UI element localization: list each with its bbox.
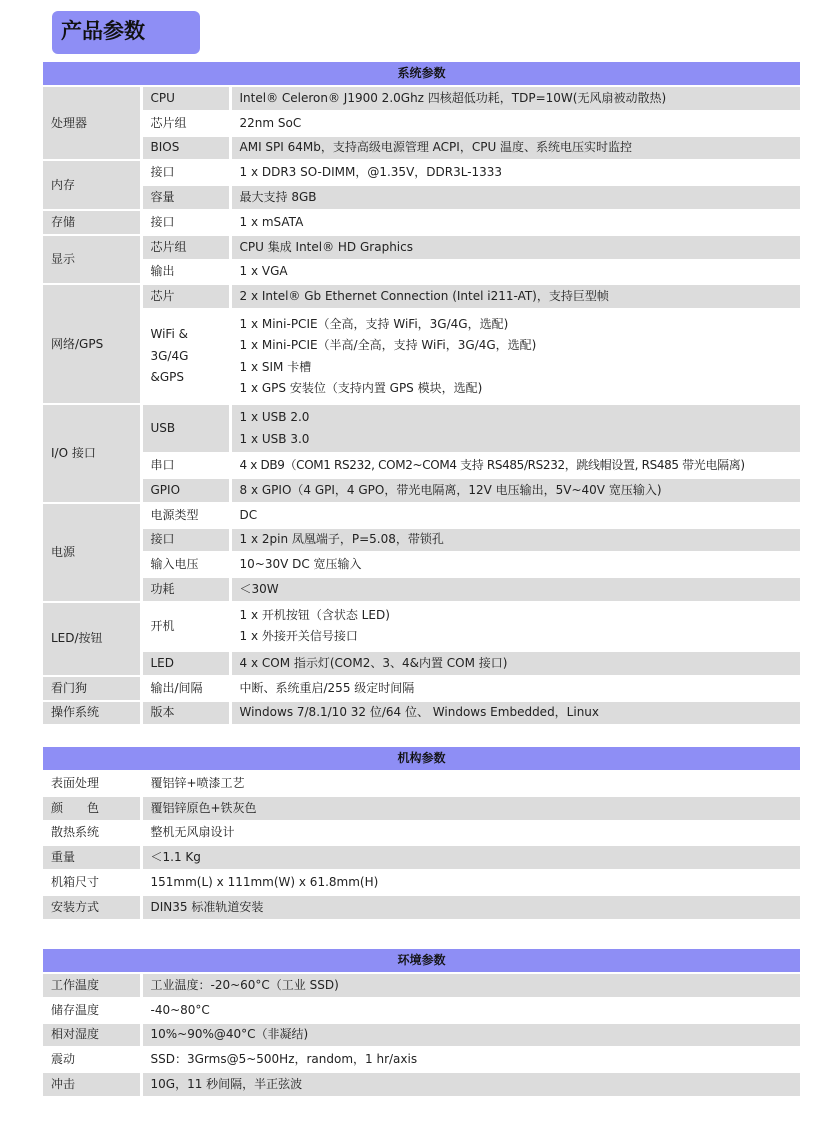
row-label: 3G/4G: [150, 348, 189, 363]
system-spec-header: 系统参数: [43, 62, 800, 86]
row-label: 接口: [141, 210, 230, 235]
row-label: 冲击: [43, 1072, 141, 1097]
group-io: I/O 接口: [43, 404, 141, 503]
row-label: 芯片组: [141, 111, 230, 136]
row-value: 10%~90%@40°C（非凝结): [141, 1023, 800, 1048]
row-label: 重量: [43, 845, 141, 870]
table-row: [43, 676, 800, 701]
group-memory: 内存: [43, 160, 141, 210]
row-label: 工作温度: [43, 973, 141, 998]
row-value: 22nm SoC: [230, 111, 800, 136]
table-row: [43, 235, 800, 260]
table-row: [43, 528, 800, 553]
row-value: 151mm(L) x 111mm(W) x 61.8mm(H): [141, 870, 800, 895]
group-processor: 处理器: [43, 86, 141, 160]
table-row: [43, 845, 800, 870]
row-value-wifi: [230, 309, 800, 404]
row-label: 储存温度: [43, 998, 141, 1023]
table-row: [43, 86, 800, 111]
row-label: 功耗: [141, 577, 230, 602]
table-row: [43, 453, 800, 478]
row-value: 最大支持 8GB: [230, 185, 800, 210]
table-row: [43, 552, 800, 577]
row-value-line: 1 x USB 3.0: [239, 431, 310, 446]
table-row: [43, 111, 800, 136]
row-value: 工业温度：-20~60°C（工业 SSD): [141, 973, 800, 998]
row-value: Intel® Celeron® J1900 2.0Ghz 四核超低功耗，TDP=10W(无风扇被动散热): [230, 86, 800, 111]
environment-spec-header-row: [43, 949, 800, 973]
row-label: 颜 色: [43, 796, 141, 821]
row-value: SSD：3Grms@5~500Hz，random，1 hr/axis: [141, 1047, 800, 1072]
table-row: [43, 160, 800, 185]
row-label: 表面处理: [43, 771, 141, 796]
group-led: LED/按钮: [43, 602, 141, 676]
row-value-line: 1 x GPS 安装位（支持内置 GPS 模块，选配): [239, 381, 483, 396]
row-label: 输入电压: [141, 552, 230, 577]
row-value-line: 1 x Mini-PCIE（半高/全高，支持 WiFi，3G/4G，选配): [239, 338, 537, 353]
table-row: [43, 1047, 800, 1072]
row-value: 中断、系统重启/255 级定时间隔: [230, 676, 800, 701]
row-value: Windows 7/8.1/10 32 位/64 位、 Windows Embedded，Linux: [230, 701, 800, 726]
row-label: 串口: [141, 453, 230, 478]
group-watchdog: 看门狗: [43, 676, 141, 701]
table-row: [43, 771, 800, 796]
table-row: [43, 503, 800, 528]
row-value: ＜30W: [230, 577, 800, 602]
row-label: CPU: [141, 86, 230, 111]
row-value: CPU 集成 Intel® HD Graphics: [230, 235, 800, 260]
mechanical-spec-table: [43, 747, 800, 921]
row-label: WiFi &: [150, 327, 188, 342]
group-storage: 存储: [43, 210, 141, 235]
row-value-line: 1 x 开机按钮（含状态 LED): [239, 607, 390, 622]
page-title: 产品参数: [52, 11, 200, 54]
row-label: 机箱尺寸: [43, 870, 141, 895]
row-value: ＜1.1 Kg: [141, 845, 800, 870]
row-label: 开机: [141, 602, 230, 651]
table-row: [43, 260, 800, 285]
table-row: [43, 651, 800, 676]
row-value-line: 1 x SIM 卡槽: [239, 359, 312, 374]
row-value: 4 x COM 指示灯(COM2、3、4&内置 COM 接口): [230, 651, 800, 676]
row-value: DIN35 标准轨道安装: [141, 895, 800, 920]
table-row: [43, 973, 800, 998]
table-row: [43, 796, 800, 821]
row-label: 输出/间隔: [141, 676, 230, 701]
row-label: 容量: [141, 185, 230, 210]
system-spec-table: [43, 62, 800, 726]
row-label: 电源类型: [141, 503, 230, 528]
row-value: 10G，11 秒间隔，半正弦波: [141, 1072, 800, 1097]
row-value-power-button: [230, 602, 800, 651]
environment-spec-header: 环境参数: [43, 949, 800, 973]
table-row: [43, 1023, 800, 1048]
mechanical-spec-header-row: [43, 747, 800, 771]
row-label: 芯片: [141, 284, 230, 309]
environment-spec-table: [43, 949, 800, 1098]
row-label: &GPS: [150, 370, 185, 385]
table-row: [43, 210, 800, 235]
row-label: 输出: [141, 260, 230, 285]
mechanical-spec-header: 机构参数: [43, 747, 800, 771]
row-label: 芯片组: [141, 235, 230, 260]
table-row: [43, 870, 800, 895]
group-os: 操作系统: [43, 701, 141, 726]
row-value: AMI SPI 64Mb，支持高级电源管理 ACPI，CPU 温度、系统电压实时监控: [230, 136, 800, 161]
table-row: [43, 821, 800, 846]
row-value: 覆铝锌+喷漆工艺: [141, 771, 800, 796]
table-row: [43, 1072, 800, 1097]
group-network: 网络/GPS: [43, 284, 141, 404]
table-row: [43, 701, 800, 726]
table-row: [43, 309, 800, 404]
table-row: [43, 136, 800, 161]
row-label: LED: [141, 651, 230, 676]
row-label: 版本: [141, 701, 230, 726]
row-label: 震动: [43, 1047, 141, 1072]
row-label: 相对湿度: [43, 1023, 141, 1048]
table-row: [43, 284, 800, 309]
system-spec-header-row: [43, 62, 800, 86]
row-label: BIOS: [141, 136, 230, 161]
table-row: [43, 602, 800, 651]
row-value: DC: [230, 503, 800, 528]
row-value-line: 1 x 外接开关信号接口: [239, 629, 358, 644]
row-label: 接口: [141, 528, 230, 553]
row-value: 4 x DB9（COM1 RS232, COM2~COM4 支持 RS485/RS232，跳线帽设置, RS485 带光电隔离): [230, 453, 800, 478]
row-value-line: 1 x USB 2.0: [239, 410, 310, 425]
row-label: USB: [141, 404, 230, 453]
row-label: 散热系统: [43, 821, 141, 846]
row-value: 1 x 2pin 凤凰端子，P=5.08，带锁孔: [230, 528, 800, 553]
row-label: GPIO: [141, 478, 230, 503]
row-value: 覆铝锌原色+铁灰色: [141, 796, 800, 821]
row-value-usb: [230, 404, 800, 453]
group-display: 显示: [43, 235, 141, 285]
row-label: 接口: [141, 160, 230, 185]
row-value: 8 x GPIO（4 GPI，4 GPO，带光电隔离，12V 电压输出，5V~40V 宽压输入): [230, 478, 800, 503]
row-value: 10~30V DC 宽压输入: [230, 552, 800, 577]
table-row: [43, 998, 800, 1023]
row-label: 安装方式: [43, 895, 141, 920]
table-row: [43, 577, 800, 602]
group-power: 电源: [43, 503, 141, 602]
table-row: [43, 185, 800, 210]
row-value: 1 x mSATA: [230, 210, 800, 235]
table-row: [43, 404, 800, 453]
row-value: 2 x Intel® Gb Ethernet Connection (Intel i211-AT)，支持巨型帧: [230, 284, 800, 309]
row-value: -40~80°C: [141, 998, 800, 1023]
row-value: 1 x VGA: [230, 260, 800, 285]
row-label-wifi: [141, 309, 230, 404]
table-row: [43, 895, 800, 920]
table-row: [43, 478, 800, 503]
row-value-line: 1 x Mini-PCIE（全高，支持 WiFi，3G/4G，选配): [239, 316, 509, 331]
row-value: 1 x DDR3 SO-DIMM，@1.35V，DDR3L-1333: [230, 160, 800, 185]
row-value: 整机无风扇设计: [141, 821, 800, 846]
